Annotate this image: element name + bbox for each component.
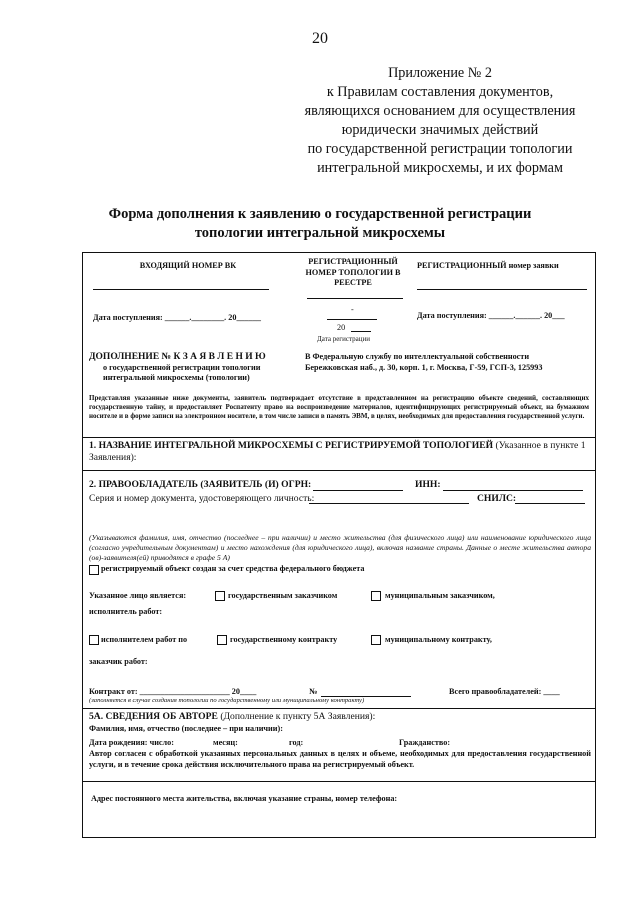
municipal-contract-label: муниципальному контракту, [385, 635, 492, 644]
incoming-number-field[interactable] [93, 289, 269, 290]
author-fio-label: Фамилия, имя, отчество (последнее – при наличии): [89, 724, 283, 733]
addendum-title: ДОПОЛНЕНИЕ № К З А Я В Л Е Н И Ю [89, 352, 266, 362]
section-1 [83, 437, 595, 467]
citizenship-label: Гражданство: [399, 738, 451, 747]
section-1-title: 1. НАЗВАНИЕ ИНТЕГРАЛЬНОЙ МИКРОСХЕМЫ С РЕГИСТРИРУЕМОЙ ТОПОЛОГИЕЙ [89, 440, 494, 451]
appendix-line: интегральной микросхемы, и их формам [317, 160, 563, 176]
birth-year-label: год: [289, 738, 304, 747]
section-1-text [89, 440, 589, 464]
contractor-label: исполнитель работ: [89, 607, 163, 616]
appendix-line: Приложение № 2 [388, 65, 492, 81]
section-5a [83, 708, 595, 778]
page-number: 20 [312, 30, 328, 47]
appendix-heading [280, 64, 600, 178]
municipal-customer-label: муниципальным заказчиком, [385, 591, 495, 600]
section-2 [83, 470, 595, 706]
topology-reg-number-label: РЕГИСТРАЦИОННЫЙ НОМЕР ТОПОЛОГИИ В РЕЕСТРЕ [305, 257, 401, 287]
consent-text: Представляя указанные ниже документы, заявитель подтверждает отсутствие в представленном на регистрацию объекте сведений, составляющих государственную тайну, и предоставляет Роспатенту право на воспроизведение материалов, идентифицирующих регистрируемый объект, на бумажном носителе и в форме записи на электронном носителе, в том числе записи в память ЭВМ, в целях, необходимых для предоставления государственной услуги. [89, 394, 589, 421]
snils-label: СНИЛС: [477, 493, 517, 504]
appendix-line: юридически значимых действий [341, 122, 539, 138]
incoming-number-label: ВХОДЯЩИЙ НОМЕР ВК [139, 261, 237, 270]
form-title [60, 205, 580, 243]
inn-label: ИНН: [415, 479, 441, 490]
dash-mark: - [351, 305, 354, 314]
state-customer-label: государственным заказчиком [228, 591, 338, 600]
section-5a-heading [89, 711, 589, 723]
state-contract-checkbox[interactable] [217, 635, 227, 645]
topology-reg-number-field[interactable] [307, 298, 403, 299]
application-reg-number-label: РЕГИСТРАЦИОННЫЙ номер заявки [417, 261, 559, 270]
snils-field[interactable] [515, 503, 585, 504]
contract-note: (заполняется в случае создания топологии по государственному или муниципальному контракту) [89, 697, 365, 704]
addendum-subtitle: интегральной микросхемы (топологии) [103, 373, 250, 382]
id-document-field[interactable] [309, 503, 469, 504]
form-frame [82, 252, 596, 838]
person-is-label: Указанное лицо является: [89, 591, 187, 600]
total-holders-label[interactable]: Всего правообладателей: ____ [449, 687, 560, 696]
reg-date-label: Дата регистрации [317, 335, 371, 343]
reg-date-year-field[interactable] [351, 331, 371, 332]
state-customer-checkbox[interactable] [215, 591, 225, 601]
date-received-incoming[interactable]: Дата поступления: ______.________. 20______ [93, 313, 262, 322]
appendix-line: являющихся основанием для осуществления [304, 103, 576, 119]
author-consent: Автор согласен с обработкой указанных персональных данных в целях и объеме, необходимых для предоставления государственной услуги, и в течение срока действия исключительного права на регистрируемый объект. [89, 749, 591, 769]
section-5a-title: 5А. СВЕДЕНИЯ ОБ АВТОРЕ [89, 711, 218, 722]
state-contract-label: государственному контракту [230, 635, 338, 644]
application-reg-number-field[interactable] [417, 289, 587, 290]
contract-date-label[interactable]: Контракт от: ______________________ 20____ [89, 687, 257, 696]
executor-label: исполнителем работ по [101, 635, 188, 644]
customer-label: заказчик работ: [89, 657, 148, 666]
reg-date-year: 20 [337, 323, 346, 332]
section-5a-note: (Дополнение к пункту 5А Заявления): [220, 711, 376, 722]
address-section [83, 781, 595, 837]
id-document-label: Серия и номер документа, удостоверяющего личность: [89, 493, 315, 504]
addressee-name: В Федеральную службу по интеллектуальной собственности [305, 352, 530, 361]
federal-budget-checkbox[interactable] [89, 565, 99, 575]
birth-month-label: месяц: [213, 738, 238, 747]
addressee-address: Бережковская наб., д. 30, корп. 1, г. Москва, Г-59, ГСП-3, 125993 [305, 363, 543, 372]
form-title-line: топологии интегральной микросхемы [194, 225, 446, 241]
owner-hint: (Указываются фамилия, имя, отчество (последнее – при наличии) и место жительства (для физического лица) или наименование юридического лица (согласно учредительным документам) и место нахождения (для юридического лица), включая название страны. Данные о месте жительства автора (ов)-заявителя(ей) приводятся в графе 5 А) [89, 533, 591, 562]
reg-date-field[interactable] [327, 319, 377, 320]
municipal-customer-checkbox[interactable] [371, 591, 381, 601]
federal-budget-label: регистрируемый объект создан за счет средства федерального бюджета [101, 564, 365, 573]
appendix-line: по государственной регистрации топологии [307, 141, 573, 157]
ogrn-field[interactable] [313, 490, 403, 491]
birth-day-label: Дата рождения: число: [89, 738, 174, 747]
contract-number-label: № [309, 687, 318, 696]
appendix-line: к Правилам составления документов, [326, 84, 554, 100]
inn-field[interactable] [443, 490, 583, 491]
form-title-line: Форма дополнения к заявлению о государственной регистрации [108, 206, 532, 222]
date-received-application[interactable]: Дата поступления: ______.______. 20___ [417, 311, 565, 320]
section-1-note: (Указанное в пункте 1 Заявления): [89, 440, 586, 463]
owner-ogrn-label: 2. ПРАВООБЛАДАТЕЛЬ (ЗАЯВИТЕЛЬ (И) ОГРН: [89, 479, 312, 490]
executor-checkbox[interactable] [89, 635, 99, 645]
municipal-contract-checkbox[interactable] [371, 635, 381, 645]
addendum-subtitle: о государственной регистрации топологии [103, 363, 261, 372]
address-label: Адрес постоянного места жительства, включая указание страны, номер телефона: [91, 794, 398, 803]
